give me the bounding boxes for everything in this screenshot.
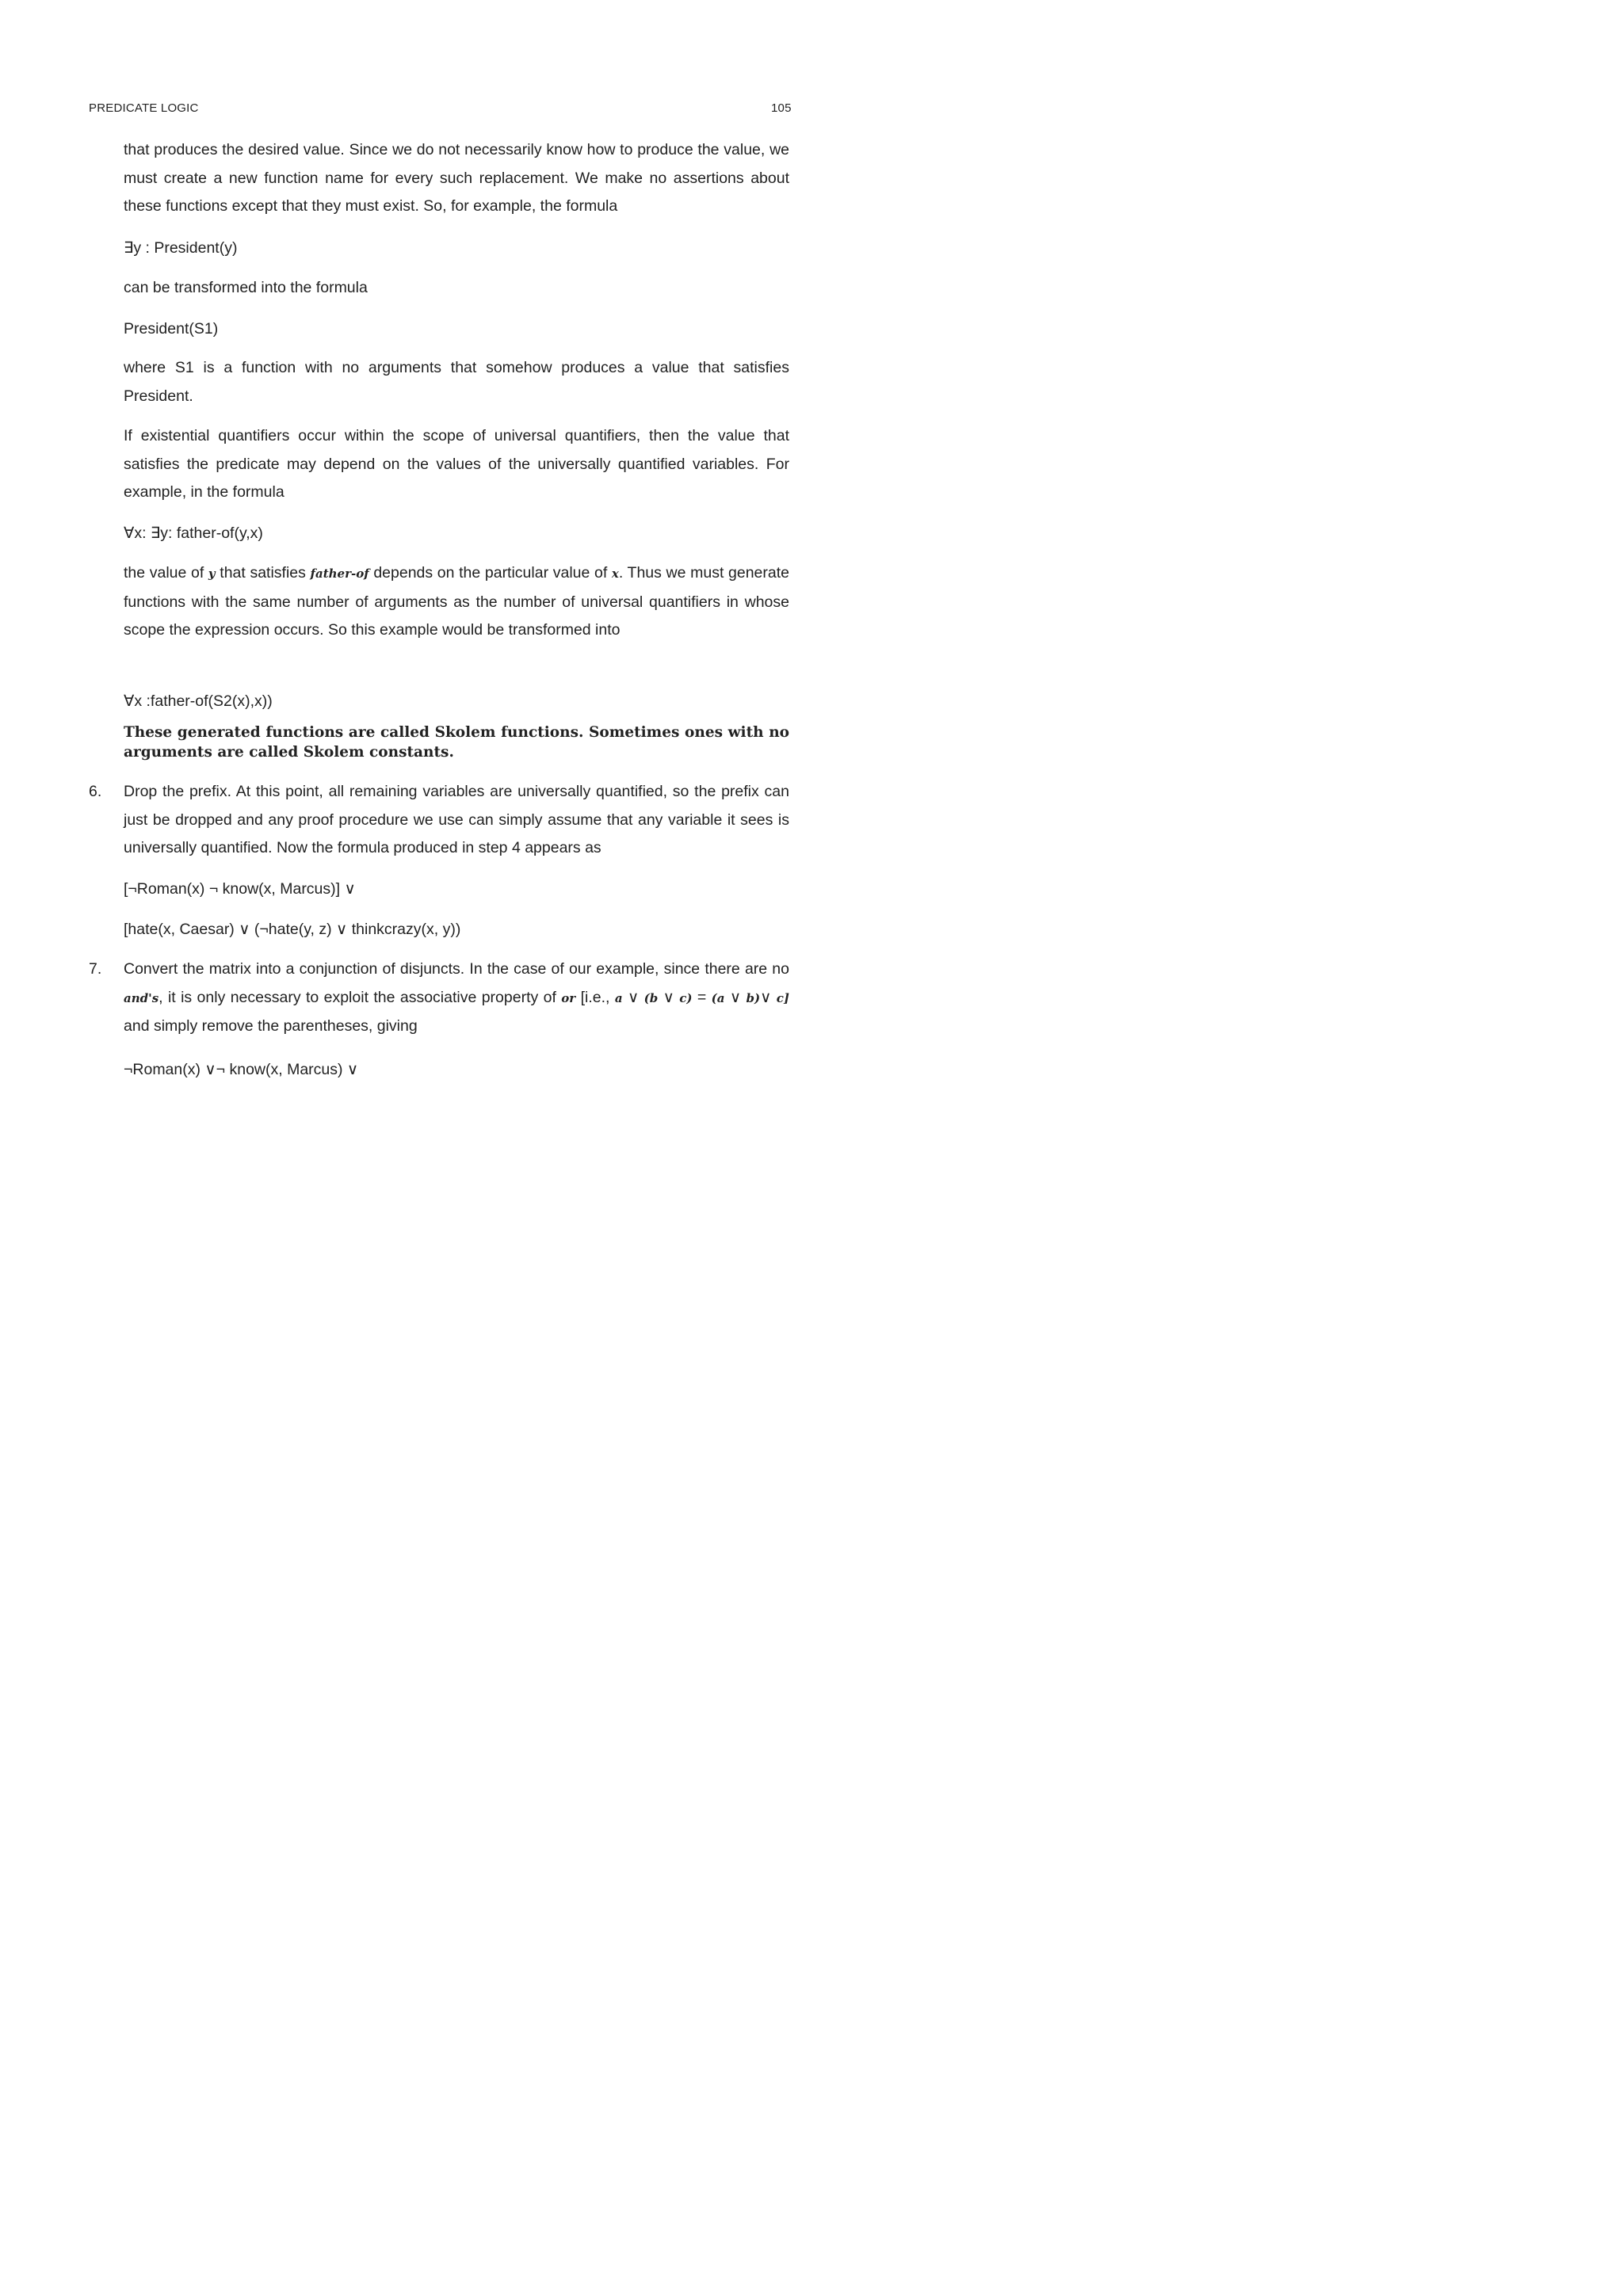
term-or: or	[561, 990, 576, 1005]
step-number-7: 7.	[89, 960, 102, 978]
step-7-text: Convert the matrix into a conjunction of disjuncts. In the case of our example, since there are no and's, it is only necessary to exploit the associative property of or [i.e., a ∨ (b ∨ c) = (a ∨ b)∨ c] and simply remove the parentheses, giving	[124, 960, 790, 1035]
formula-drop-prefix-line2: [hate(x, Caesar) ∨ (¬hate(y, z) ∨ thinkcrazy(x, y))	[124, 921, 461, 938]
step-number-6: 6.	[89, 783, 102, 800]
var-x: x	[611, 566, 619, 581]
predicate-father-of: father-of	[310, 566, 369, 581]
formula-drop-prefix-line1: [¬Roman(x) ¬ know(x, Marcus)] ∨	[124, 880, 356, 898]
formula-father-of: ∀x: ∃y: father-of(y,x)	[124, 524, 263, 542]
var-y: y	[208, 566, 216, 581]
running-header-title: PREDICATE LOGIC	[89, 101, 199, 115]
paragraph-transform: can be transformed into the formula	[124, 279, 368, 296]
formula-exists-president: ∃y : President(y)	[124, 239, 238, 257]
formula-disjunction: ¬Roman(x) ∨¬ know(x, Marcus) ∨	[124, 1061, 359, 1078]
formula-president-s1: President(S1)	[124, 320, 219, 338]
step-6-text: Drop the prefix. At this point, all remaining variables are universally quantified, so the prefix can just be dropped and any proof procedure we use can simply assume that any variable it sees is universally quantified. Now the formula produced in step 4 appears as	[124, 783, 789, 856]
page-number: 105	[771, 101, 792, 115]
term-ands: and's	[124, 990, 159, 1005]
paragraph-value-of-y: the value of y that satisfies father-of depends on the particular value of x. Thus we must generate functions with the same number of arguments as the number of universal quantifiers in whose scope the expression occurs. So this example would be transformed into	[124, 564, 789, 639]
paragraph-existential-scope: If existential quantifiers occur within the scope of universal quantifiers, then the value that satisfies the predicate may depend on the values of the universally quantified variables. For example, in the formula	[124, 427, 789, 501]
skolem-definition-note: These generated functions are called Skolem functions. Sometimes ones with no arguments are called Skolem constants.	[124, 724, 789, 761]
paragraph-s1-explanation: where S1 is a function with no arguments that somehow produces a value that satisfies President.	[124, 359, 789, 405]
paragraph-skolem-intro: that produces the desired value. Since we do not necessarily know how to produce the value, we must create a new function name for every such replacement. We make no assertions about these functions except that they must exist. So, for example, the formula	[124, 141, 789, 215]
formula-skolem-s2: ∀x :father-of(S2(x),x))	[124, 692, 273, 710]
